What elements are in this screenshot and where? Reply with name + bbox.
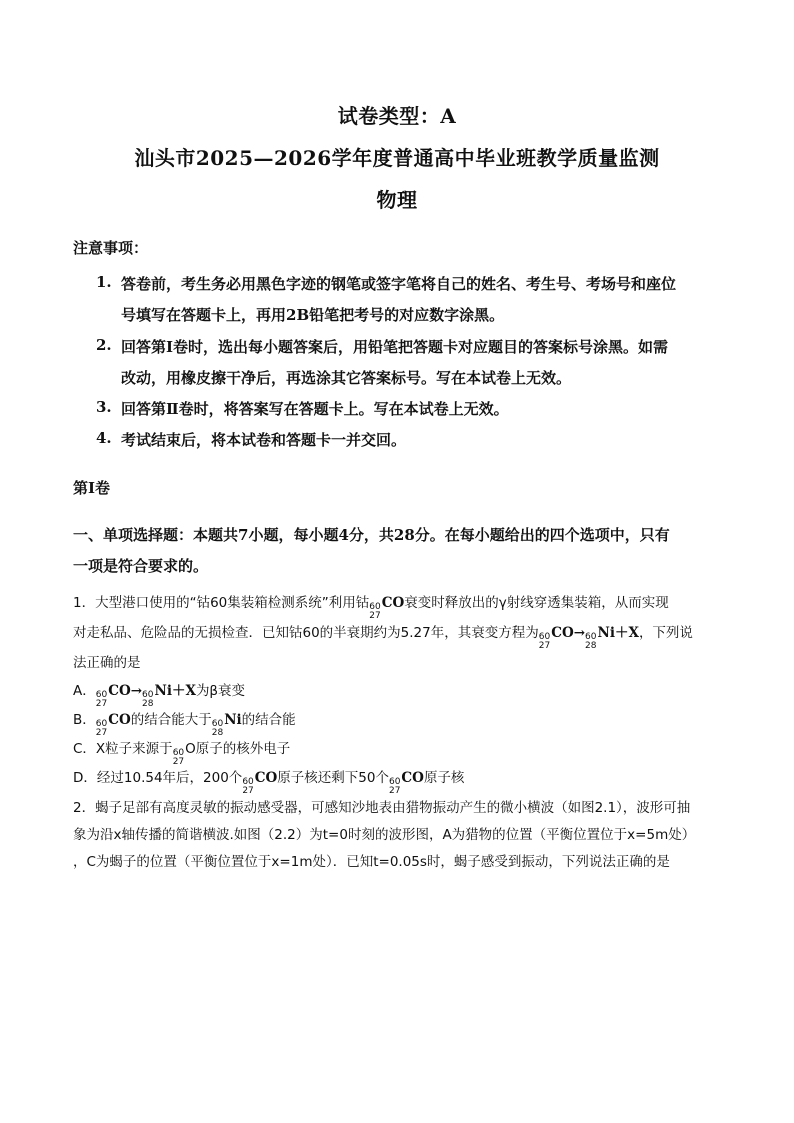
q1-line1-a: 1．大型港口使用的“钴60集装箱检测系统”利用钴 [73, 595, 370, 611]
notice-item-1-num: 1. [96, 273, 112, 291]
equation-co: 60 27 CO [538, 625, 574, 651]
notice-item-3-line1: 回答第Ⅱ卷时，将答案写在答题卡上。写在本试卷上无效。 [121, 400, 509, 418]
q1-option-a[interactable]: A． 60 27 CO→ 60 28 Ni＋X为β衰变 [73, 683, 246, 709]
q1-line2 [73, 621, 693, 651]
notice-item-2-num: 2. [96, 336, 112, 354]
q1-line1-b: 衰变时释放出的γ射线穿透集装箱，从而实现 [404, 595, 669, 611]
q2-line2: 象为沿x轴传播的简谐横波.如图（2.2）为t=0时刻的波形图，A为猎物的位置（平衡位置位于x=5m处） [73, 827, 696, 843]
nuclide-co-60: 60 27 CO [369, 595, 405, 621]
notice-item-4-num: 4. [96, 429, 112, 447]
subject-title: 物理 [376, 188, 418, 212]
q1-option-c[interactable]: C．X粒子来源于 60 27 O原子的核外电子 [73, 741, 291, 767]
q2-line1: 2．蝎子足部有高度灵敏的振动感受器，可感知沙地表由猎物振动产生的微小横波（如图2.1），波形可抽 [73, 800, 691, 816]
section-heading-line2: 一项是符合要求的。 [73, 557, 209, 575]
section-heading-line1: 一、单项选择题：本题共7小题，每小题4分，共28分。在每小题给出的四个选项中，只有 [73, 526, 670, 544]
equation-plus-x: ＋X [614, 625, 639, 641]
volume-heading: 第Ⅰ卷 [73, 479, 111, 497]
equation-ni: 60 28 Ni [585, 625, 615, 651]
notice-item-2-line2: 改动，用橡皮擦干净后，再选涂其它答案标号。写在本试卷上无效。 [121, 369, 572, 387]
q2-line3: ，C为蝎子的位置（平衡位置位于x=1m处）．已知t=0.05s时，蝎子感受到振动，下列说法正确的是 [73, 854, 670, 870]
notice-heading: 注意事项： [73, 239, 149, 257]
paper-type: 试卷类型：A [337, 104, 457, 128]
q1-line2-a: 对走私品、危险品的无损检查．已知钴60的半衰期约为5.27年，其衰变方程为 [73, 625, 539, 641]
notice-item-4-line1: 考试结束后，将本试卷和答题卡一并交回。 [121, 431, 407, 449]
q1-line2-b: ，下列说 [638, 625, 693, 641]
equation-arrow: → [573, 625, 586, 641]
exam-title: 汕头市2025—2026学年度普通高中毕业班教学质量监测 [134, 146, 660, 170]
notice-item-1-line2: 号填写在答题卡上，再用2B铅笔把考号的对应数字涂黑。 [121, 306, 505, 324]
q1-option-b[interactable]: B． 60 27 CO的结合能大于 60 28 Ni的结合能 [73, 712, 296, 738]
notice-item-2-line1: 回答第Ⅰ卷时，选出每小题答案后，用铅笔把答题卡对应题目的答案标号涂黑。如需 [121, 338, 669, 356]
notice-item-1-line1: 答卷前，考生务必用黑色字迹的钢笔或签字笔将自己的姓名、考生号、考场号和座位 [121, 275, 677, 293]
notice-item-3-num: 3. [96, 398, 112, 416]
q1-line1 [73, 591, 669, 621]
q1-option-d[interactable]: D．经过10.54年后，200个 60 27 CO原子核还剩下50个 60 27 CO原子核 [73, 770, 465, 796]
q1-line3: 法正确的是 [73, 655, 141, 671]
